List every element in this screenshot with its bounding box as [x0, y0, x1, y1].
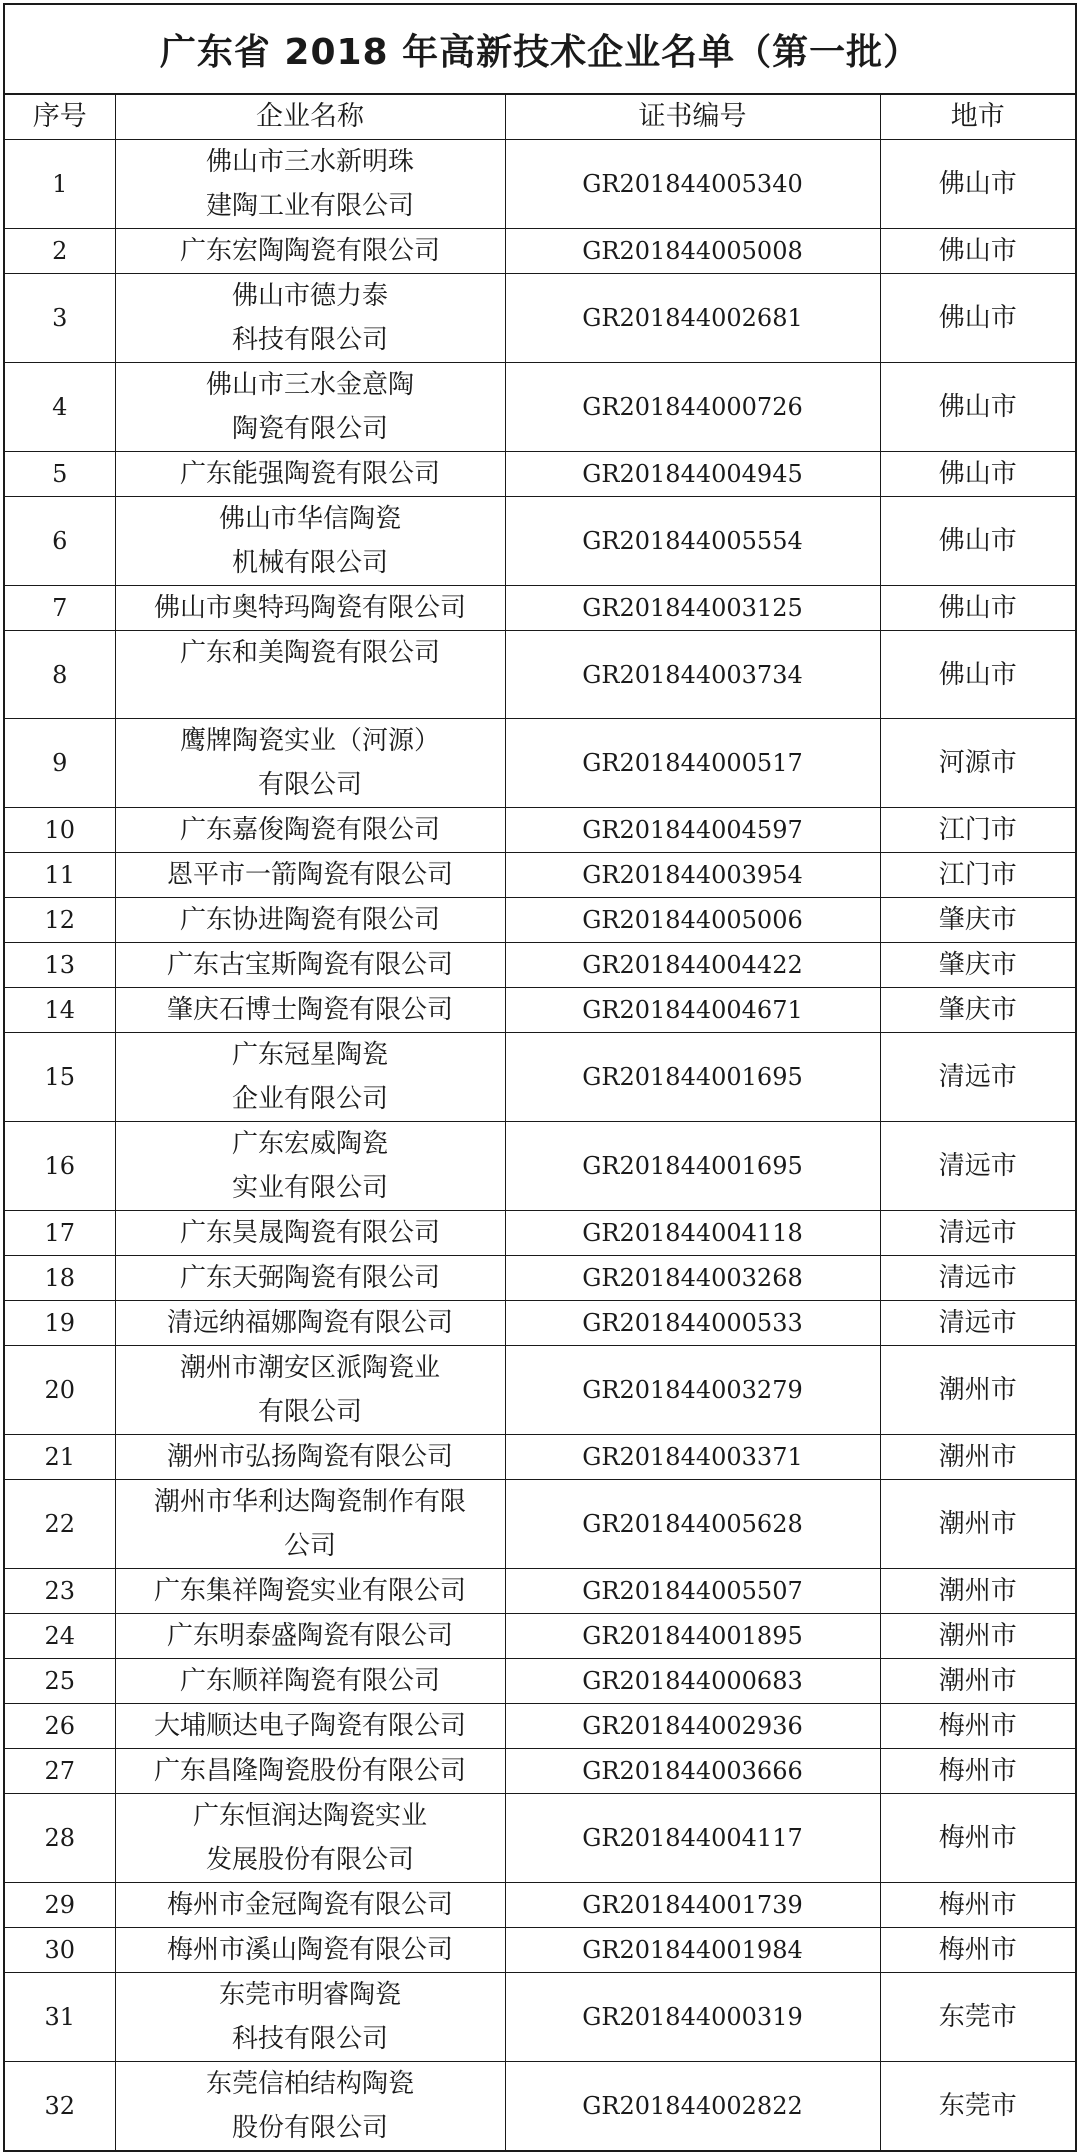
company-name-line: 广东昌隆陶瓷股份有限公司	[153, 1756, 466, 1786]
company-name-line: 陶瓷有限公司	[231, 414, 388, 444]
serial-number-cell: 7	[5, 586, 115, 631]
company-name-cell	[115, 1973, 505, 2062]
serial-number-cell: 17	[5, 1211, 115, 1256]
table-row	[5, 229, 1075, 274]
company-name-cell	[115, 808, 505, 853]
company-name-cell	[115, 1301, 505, 1346]
certificate-number-cell: GR201844001695	[505, 1122, 880, 1211]
company-name-cell	[115, 452, 505, 497]
serial-number-cell: 22	[5, 1480, 115, 1569]
city-cell: 潮州市	[880, 1659, 1075, 1704]
table-row	[5, 1435, 1075, 1480]
certificate-number-cell: GR201844003371	[505, 1435, 880, 1480]
company-name-cell	[115, 1928, 505, 1973]
certificate-number-cell: GR201844005006	[505, 898, 880, 943]
serial-number-cell: 27	[5, 1749, 115, 1794]
company-name-cell	[115, 1569, 505, 1614]
serial-number-cell: 28	[5, 1794, 115, 1883]
certificate-number-cell: GR201844003125	[505, 586, 880, 631]
header-certificate-number: 证书编号	[505, 95, 880, 140]
company-name-line: 广东昊晟陶瓷有限公司	[179, 1218, 440, 1248]
company-name-cell	[115, 1256, 505, 1301]
company-name-line: 肇庆石博士陶瓷有限公司	[166, 995, 453, 1025]
company-name-cell	[115, 988, 505, 1033]
company-name-cell	[115, 1122, 505, 1211]
table-row	[5, 1569, 1075, 1614]
table-row	[5, 808, 1075, 853]
company-name-cell	[115, 1435, 505, 1480]
table-row	[5, 1883, 1075, 1928]
company-name-cell	[115, 1704, 505, 1749]
serial-number-cell: 25	[5, 1659, 115, 1704]
company-name-line: 广东能强陶瓷有限公司	[179, 459, 440, 489]
city-cell: 清远市	[880, 1256, 1075, 1301]
certificate-number-cell: GR201844004118	[505, 1211, 880, 1256]
city-cell: 佛山市	[880, 631, 1075, 719]
certificate-number-cell: GR201844001695	[505, 1033, 880, 1122]
certificate-number-cell: GR201844001739	[505, 1883, 880, 1928]
serial-number-cell: 29	[5, 1883, 115, 1928]
serial-number-cell: 8	[5, 631, 115, 719]
serial-number-cell: 6	[5, 497, 115, 586]
company-name-line: 东莞信柏结构陶瓷	[205, 2069, 414, 2099]
table-row	[5, 1928, 1075, 1973]
company-name-line: 科技有限公司	[231, 2024, 388, 2054]
table-row	[5, 943, 1075, 988]
company-name-line: 清远纳福娜陶瓷有限公司	[166, 1308, 453, 1338]
table-row	[5, 1973, 1075, 2062]
company-name-line: 发展股份有限公司	[205, 1845, 414, 1875]
certificate-number-cell: GR201844000683	[505, 1659, 880, 1704]
company-name-line: 潮州市潮安区派陶瓷业	[179, 1353, 440, 1383]
company-name-line: 建陶工业有限公司	[205, 191, 414, 221]
serial-number-cell: 5	[5, 452, 115, 497]
company-name-line: 公司	[283, 1531, 336, 1561]
certificate-number-cell: GR201844002936	[505, 1704, 880, 1749]
city-cell: 梅州市	[880, 1883, 1075, 1928]
city-cell: 梅州市	[880, 1928, 1075, 1973]
company-name-line: 广东古宝斯陶瓷有限公司	[166, 950, 453, 980]
city-cell: 佛山市	[880, 229, 1075, 274]
table-row	[5, 898, 1075, 943]
city-cell: 潮州市	[880, 1480, 1075, 1569]
city-cell: 梅州市	[880, 1794, 1075, 1883]
company-name-line: 企业有限公司	[231, 1084, 388, 1114]
certificate-number-cell: GR201844004671	[505, 988, 880, 1033]
table-row	[5, 1301, 1075, 1346]
certificate-number-cell: GR201844004117	[505, 1794, 880, 1883]
company-name-line: 广东协进陶瓷有限公司	[179, 905, 440, 935]
table-row	[5, 1122, 1075, 1211]
certificate-number-cell: GR201844004422	[505, 943, 880, 988]
table-row	[5, 853, 1075, 898]
company-name-cell	[115, 497, 505, 586]
company-name-line: 科技有限公司	[231, 325, 388, 355]
city-cell: 佛山市	[880, 274, 1075, 363]
certificate-number-cell: GR201844002681	[505, 274, 880, 363]
serial-number-cell: 20	[5, 1346, 115, 1435]
serial-number-cell: 19	[5, 1301, 115, 1346]
company-name-cell	[115, 898, 505, 943]
serial-number-cell: 23	[5, 1569, 115, 1614]
company-name-line: 佛山市三水新明珠	[205, 147, 414, 177]
certificate-number-cell: GR201844004945	[505, 452, 880, 497]
serial-number-cell: 10	[5, 808, 115, 853]
company-name-line: 广东天弼陶瓷有限公司	[179, 1263, 440, 1293]
header-city: 地市	[880, 95, 1075, 140]
company-name-cell	[115, 1211, 505, 1256]
city-cell: 梅州市	[880, 1704, 1075, 1749]
city-cell: 清远市	[880, 1033, 1075, 1122]
company-name-cell	[115, 1614, 505, 1659]
certificate-number-cell: GR201844001895	[505, 1614, 880, 1659]
company-name-line: 佛山市奥特玛陶瓷有限公司	[153, 593, 466, 623]
certificate-number-cell: GR201844005507	[505, 1569, 880, 1614]
company-name-line: 广东明泰盛陶瓷有限公司	[166, 1621, 453, 1651]
serial-number-cell: 11	[5, 853, 115, 898]
table-row	[5, 1614, 1075, 1659]
city-cell: 佛山市	[880, 363, 1075, 452]
city-cell: 佛山市	[880, 497, 1075, 586]
certificate-number-cell: GR201844005628	[505, 1480, 880, 1569]
table-row	[5, 452, 1075, 497]
company-name-line: 梅州市溪山陶瓷有限公司	[166, 1935, 453, 1965]
city-cell: 潮州市	[880, 1569, 1075, 1614]
company-name-cell	[115, 1480, 505, 1569]
serial-number-cell: 31	[5, 1973, 115, 2062]
city-cell: 东莞市	[880, 2062, 1075, 2151]
company-name-line: 实业有限公司	[231, 1173, 388, 1203]
table-row	[5, 988, 1075, 1033]
certificate-number-cell: GR201844002822	[505, 2062, 880, 2151]
certificate-number-cell: GR201844005554	[505, 497, 880, 586]
city-cell: 河源市	[880, 719, 1075, 808]
serial-number-cell: 12	[5, 898, 115, 943]
company-name-cell	[115, 1033, 505, 1122]
table-row	[5, 1704, 1075, 1749]
certificate-number-cell: GR201844003268	[505, 1256, 880, 1301]
company-name-line: 恩平市一箭陶瓷有限公司	[166, 860, 453, 890]
city-cell: 清远市	[880, 1301, 1075, 1346]
company-name-cell	[115, 1749, 505, 1794]
company-name-line: 潮州市弘扬陶瓷有限公司	[166, 1442, 453, 1472]
certificate-number-cell: GR201844000726	[505, 363, 880, 452]
company-name-line: 广东宏威陶瓷	[231, 1129, 388, 1159]
serial-number-cell: 24	[5, 1614, 115, 1659]
company-name-line: 广东集祥陶瓷实业有限公司	[153, 1576, 466, 1606]
city-cell: 江门市	[880, 853, 1075, 898]
city-cell: 江门市	[880, 808, 1075, 853]
header-company-name: 企业名称	[115, 95, 505, 140]
serial-number-cell: 18	[5, 1256, 115, 1301]
table-row	[5, 1033, 1075, 1122]
company-name-cell	[115, 719, 505, 808]
company-name-line: 有限公司	[257, 770, 362, 800]
certificate-number-cell: GR201844000319	[505, 1973, 880, 2062]
company-name-line: 鹰牌陶瓷实业（河源）	[179, 726, 440, 756]
serial-number-cell: 16	[5, 1122, 115, 1211]
city-cell: 梅州市	[880, 1749, 1075, 1794]
company-name-cell	[115, 274, 505, 363]
table-row	[5, 363, 1075, 452]
serial-number-cell: 14	[5, 988, 115, 1033]
serial-number-cell: 26	[5, 1704, 115, 1749]
company-name-cell	[115, 140, 505, 229]
city-cell: 肇庆市	[880, 943, 1075, 988]
company-name-line: 广东恒润达陶瓷实业	[192, 1801, 427, 1831]
certificate-number-cell: GR201844003666	[505, 1749, 880, 1794]
table-header-row	[5, 95, 1075, 140]
city-cell: 肇庆市	[880, 988, 1075, 1033]
company-name-cell	[115, 1659, 505, 1704]
company-name-cell	[115, 586, 505, 631]
company-name-cell	[115, 853, 505, 898]
city-cell: 潮州市	[880, 1435, 1075, 1480]
certificate-number-cell: GR201844005340	[505, 140, 880, 229]
serial-number-cell: 4	[5, 363, 115, 452]
certificate-number-cell: GR201844000533	[505, 1301, 880, 1346]
header-serial-number: 序号	[5, 95, 115, 140]
company-name-line: 佛山市三水金意陶	[205, 370, 414, 400]
table-row	[5, 586, 1075, 631]
serial-number-cell: 9	[5, 719, 115, 808]
city-cell: 潮州市	[880, 1346, 1075, 1435]
company-name-cell	[115, 229, 505, 274]
city-cell: 佛山市	[880, 452, 1075, 497]
city-cell: 潮州市	[880, 1614, 1075, 1659]
company-name-cell	[115, 1794, 505, 1883]
company-name-line: 广东顺祥陶瓷有限公司	[179, 1666, 440, 1696]
company-name-line: 大埔顺达电子陶瓷有限公司	[153, 1711, 466, 1741]
table-row	[5, 1480, 1075, 1569]
table-row	[5, 719, 1075, 808]
table-row	[5, 1256, 1075, 1301]
company-name-cell	[115, 631, 505, 719]
company-name-line: 佛山市德力泰	[231, 281, 388, 311]
city-cell: 佛山市	[880, 140, 1075, 229]
company-name-cell	[115, 943, 505, 988]
city-cell: 东莞市	[880, 1973, 1075, 2062]
serial-number-cell: 32	[5, 2062, 115, 2151]
document-title: 广东省 2018 年高新技术企业名单（第一批）	[5, 5, 1075, 95]
serial-number-cell: 2	[5, 229, 115, 274]
company-name-line: 广东宏陶陶瓷有限公司	[179, 236, 440, 266]
table-body	[5, 140, 1075, 2151]
table-row	[5, 2062, 1075, 2151]
table-row	[5, 497, 1075, 586]
certificate-number-cell: GR201844004597	[505, 808, 880, 853]
company-name-line: 有限公司	[257, 1397, 362, 1427]
table-row	[5, 1749, 1075, 1794]
certificate-number-cell: GR201844003954	[505, 853, 880, 898]
table-row	[5, 1794, 1075, 1883]
company-name-cell	[115, 363, 505, 452]
company-table	[5, 95, 1075, 2150]
company-name-line: 广东嘉俊陶瓷有限公司	[179, 815, 440, 845]
company-name-cell	[115, 1883, 505, 1928]
company-name-cell	[115, 2062, 505, 2151]
company-name-line: 佛山市华信陶瓷	[218, 504, 401, 534]
serial-number-cell: 15	[5, 1033, 115, 1122]
certificate-number-cell: GR201844000517	[505, 719, 880, 808]
company-name-cell	[115, 1346, 505, 1435]
city-cell: 肇庆市	[880, 898, 1075, 943]
city-cell: 清远市	[880, 1122, 1075, 1211]
table-row	[5, 140, 1075, 229]
serial-number-cell: 21	[5, 1435, 115, 1480]
company-name-line: 梅州市金冠陶瓷有限公司	[166, 1890, 453, 1920]
certificate-number-cell: GR201844001984	[505, 1928, 880, 1973]
certificate-number-cell: GR201844003279	[505, 1346, 880, 1435]
serial-number-cell: 1	[5, 140, 115, 229]
company-name-line: 股份有限公司	[231, 2113, 388, 2143]
company-name-line: 东莞市明睿陶瓷	[218, 1980, 401, 2010]
table-row	[5, 274, 1075, 363]
company-name-line: 潮州市华利达陶瓷制作有限	[153, 1487, 466, 1517]
certificate-number-cell: GR201844003734	[505, 631, 880, 719]
company-name-line: 机械有限公司	[231, 548, 388, 578]
city-cell: 清远市	[880, 1211, 1075, 1256]
table-row	[5, 1346, 1075, 1435]
table-row	[5, 631, 1075, 719]
serial-number-cell: 3	[5, 274, 115, 363]
document-sheet	[3, 3, 1077, 2152]
company-name-line: 广东和美陶瓷有限公司	[179, 638, 440, 668]
table-row	[5, 1211, 1075, 1256]
certificate-number-cell: GR201844005008	[505, 229, 880, 274]
company-name-line: 广东冠星陶瓷	[231, 1040, 388, 1070]
serial-number-cell: 30	[5, 1928, 115, 1973]
table-row	[5, 1659, 1075, 1704]
serial-number-cell: 13	[5, 943, 115, 988]
city-cell: 佛山市	[880, 586, 1075, 631]
